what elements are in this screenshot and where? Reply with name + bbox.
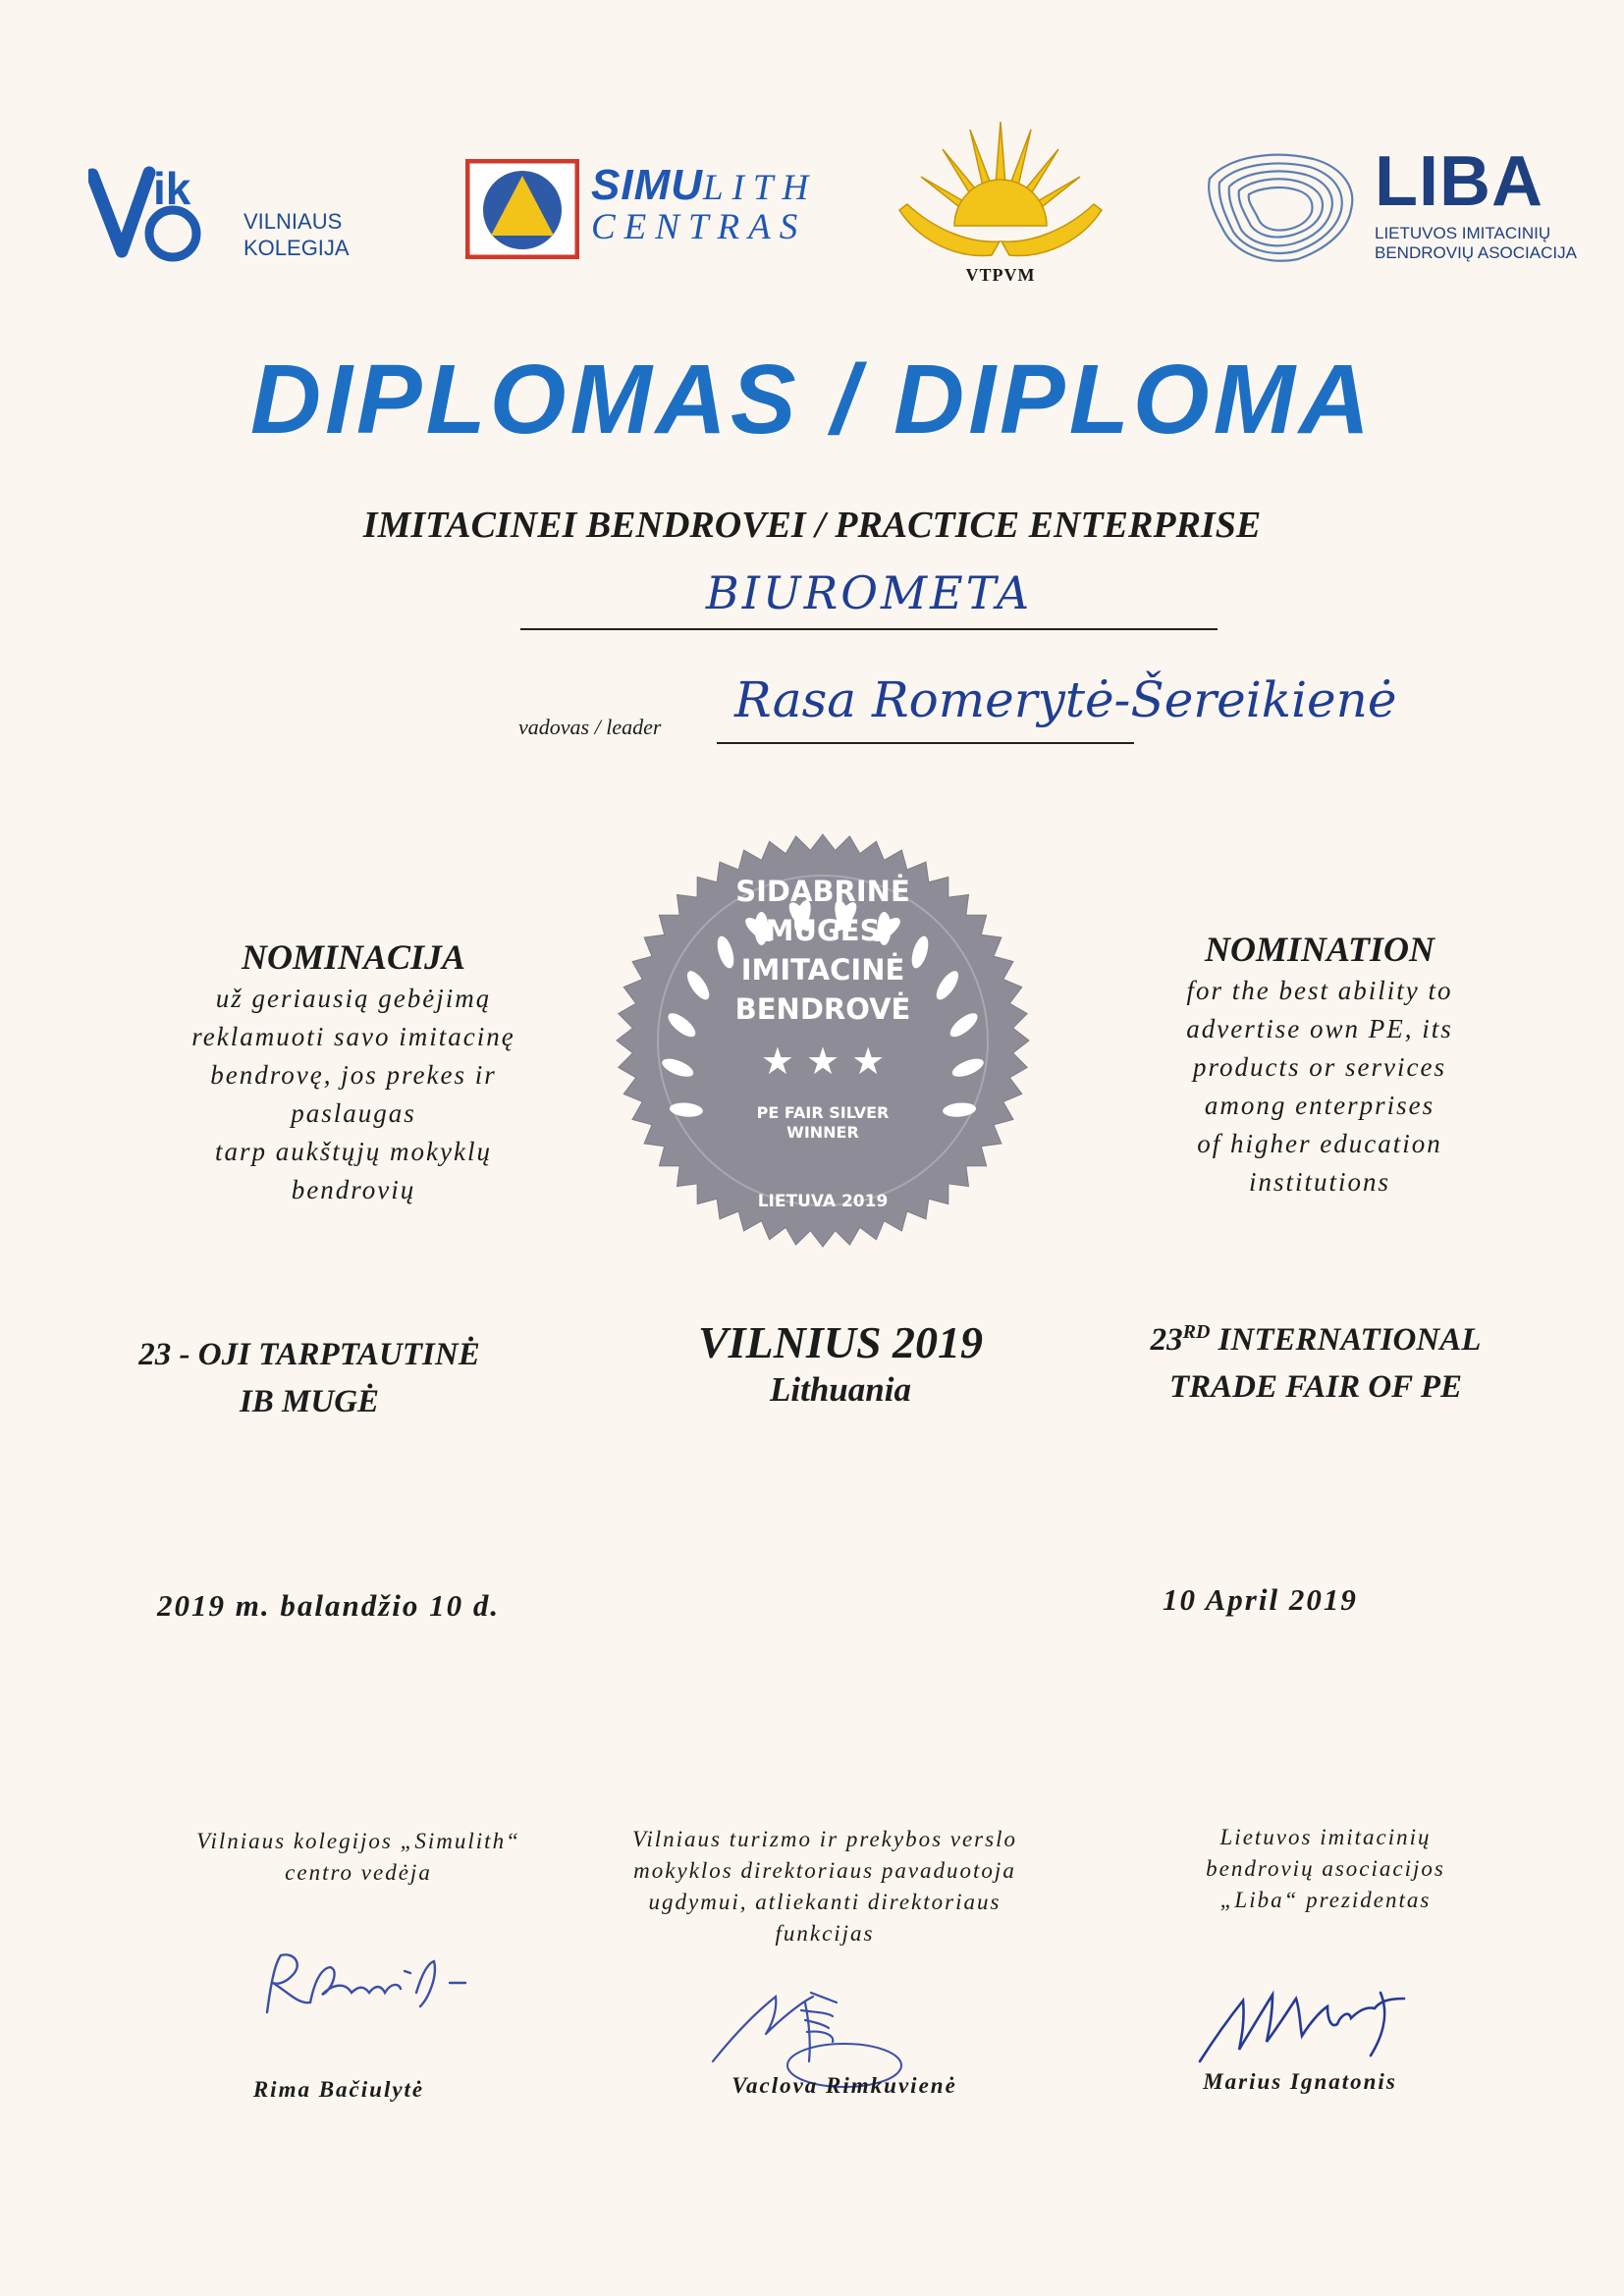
signatory-3 bbox=[1110, 1822, 1542, 1916]
nomination-en-line: advertise own PE, its bbox=[1186, 1014, 1453, 1043]
nomination-lt-line: tarp aukštųjų mokyklų bbox=[215, 1137, 492, 1166]
badge-stars: ★ ★ ★ bbox=[760, 1040, 886, 1083]
nomination-lt-line: bendrovių bbox=[291, 1175, 416, 1204]
city-block bbox=[589, 1315, 1092, 1410]
nomination-lt-line: už geriausią gebėjimą bbox=[215, 984, 492, 1013]
simulith-logo bbox=[465, 159, 858, 262]
fair-lt-line2: IB MUGĖ bbox=[239, 1384, 380, 1419]
badge-footer: LIETUVA 2019 bbox=[757, 1192, 889, 1211]
simulith-triangle-icon bbox=[465, 159, 579, 259]
signatory-role-line: mokyklos direktoriaus pavaduotoja bbox=[633, 1858, 1016, 1883]
fair-en bbox=[1070, 1308, 1561, 1411]
badge-seal-icon bbox=[615, 832, 1031, 1249]
signatory-role-line: funkcijas bbox=[775, 1921, 875, 1946]
date-lt: 2019 m. balandžio 10 d. bbox=[157, 1588, 501, 1623]
liba-line1: LIETUVOS IMITACINIŲ bbox=[1375, 224, 1551, 242]
city-name: VILNIUS 2019 bbox=[697, 1317, 984, 1367]
nomination-lt bbox=[79, 936, 628, 1209]
signatory-1 bbox=[128, 1826, 589, 1889]
nomination-en-line: institutions bbox=[1248, 1167, 1391, 1197]
signatory-1-name: Rima Bačiulytė bbox=[252, 2077, 425, 2102]
leader-line bbox=[717, 742, 1134, 744]
nomination-en-line: of higher education bbox=[1197, 1129, 1442, 1158]
signature-1-icon bbox=[255, 1944, 530, 2032]
badge-line3: IMITACINĖ bbox=[740, 953, 905, 987]
diploma-subtitle: IMITACINEI BENDROVEI / PRACTICE ENTERPRISE bbox=[362, 505, 1262, 546]
signatory-3-name: Marius Ignatonis bbox=[1203, 2069, 1397, 2094]
badge-line2: MUGĖS bbox=[765, 914, 881, 947]
nomination-lt-line: paslaugas bbox=[291, 1098, 416, 1128]
leader-name: Rasa Romerytė-Šereikienė bbox=[734, 671, 1397, 728]
fair-en-line2: TRADE FAIR OF PE bbox=[1168, 1369, 1463, 1405]
nomination-lt-line: bendrovę, jos prekes ir bbox=[210, 1060, 497, 1090]
lithuania-map-icon bbox=[1204, 147, 1361, 265]
signatory-role-line: Vilniaus turizmo ir prekybos verslo bbox=[632, 1827, 1017, 1851]
signatory-role-line: centro vedėja bbox=[285, 1860, 432, 1885]
vtpvm-logo bbox=[893, 116, 1108, 293]
signatory-2-name: Vaclova Rimkuvienė bbox=[731, 2073, 957, 2098]
nomination-en-title: NOMINATION bbox=[1204, 930, 1435, 969]
nomination-en-line: for the best ability to bbox=[1186, 976, 1453, 1005]
viko-line2: KOLEGIJA bbox=[244, 236, 350, 260]
company-name-line bbox=[520, 628, 1218, 630]
fair-en-ordinal: RD bbox=[1182, 1321, 1211, 1343]
viko-logo bbox=[88, 126, 363, 273]
fair-en-number: 23 bbox=[1150, 1322, 1183, 1358]
date-en: 10 April 2019 bbox=[1163, 1582, 1358, 1617]
nomination-lt-line: reklamuoti savo imitacinę bbox=[191, 1022, 515, 1051]
signatory-role-line: ugdymui, atliekanti direktoriaus bbox=[648, 1890, 1001, 1914]
signatory-role-line: „Liba“ prezidentas bbox=[1219, 1888, 1432, 1912]
viko-line1: VILNIAUS bbox=[244, 209, 343, 234]
viko-mark-icon bbox=[88, 126, 236, 273]
signatory-role-line: Lietuvos imitacinių bbox=[1219, 1825, 1432, 1849]
fair-lt-line1: 23 - OJI TARPTAUTINĖ bbox=[138, 1337, 480, 1372]
signatory-2 bbox=[579, 1824, 1070, 1949]
nomination-en-line: among enterprises bbox=[1204, 1091, 1435, 1120]
company-name: BIUROMETA bbox=[705, 566, 1033, 619]
nomination-en bbox=[1055, 929, 1585, 1201]
sun-hands-icon bbox=[893, 116, 1108, 273]
simulith-light-text: LITH bbox=[703, 168, 818, 208]
diploma-title: DIPLOMAS / DIPLOMA bbox=[249, 345, 1375, 454]
simulith-centras-text: CENTRAS bbox=[591, 207, 807, 247]
city-country: Lithuania bbox=[770, 1370, 911, 1409]
nomination-lt-title: NOMINACIJA bbox=[241, 937, 466, 977]
badge-winner2: WINNER bbox=[786, 1123, 859, 1142]
fair-en-line1: INTERNATIONAL bbox=[1210, 1322, 1482, 1358]
silver-winner-badge bbox=[615, 832, 1031, 1249]
badge-winner1: PE FAIR SILVER bbox=[756, 1103, 890, 1122]
simulith-bold-text: SIMU bbox=[591, 161, 703, 209]
liba-logo bbox=[1204, 142, 1597, 270]
signatory-role-line: bendrovių asociacijos bbox=[1206, 1856, 1445, 1881]
badge-line1: SIDABRINĖ bbox=[735, 875, 910, 908]
liba-line2: BENDROVIŲ ASOCIACIJA bbox=[1375, 243, 1577, 262]
signatory-role-line: Vilniaus kolegijos „Simulith“ bbox=[196, 1829, 520, 1853]
svg-text:ik: ik bbox=[153, 163, 191, 214]
leader-label: vadovas / leader bbox=[518, 715, 662, 739]
badge-line4: BENDROVĖ bbox=[734, 992, 911, 1026]
signature-3-icon bbox=[1194, 1971, 1430, 2069]
liba-title: LIBA bbox=[1375, 142, 1543, 221]
vtpvm-label: VTPVM bbox=[965, 265, 1036, 285]
nomination-en-line: products or services bbox=[1193, 1052, 1446, 1082]
fair-lt bbox=[88, 1331, 530, 1425]
